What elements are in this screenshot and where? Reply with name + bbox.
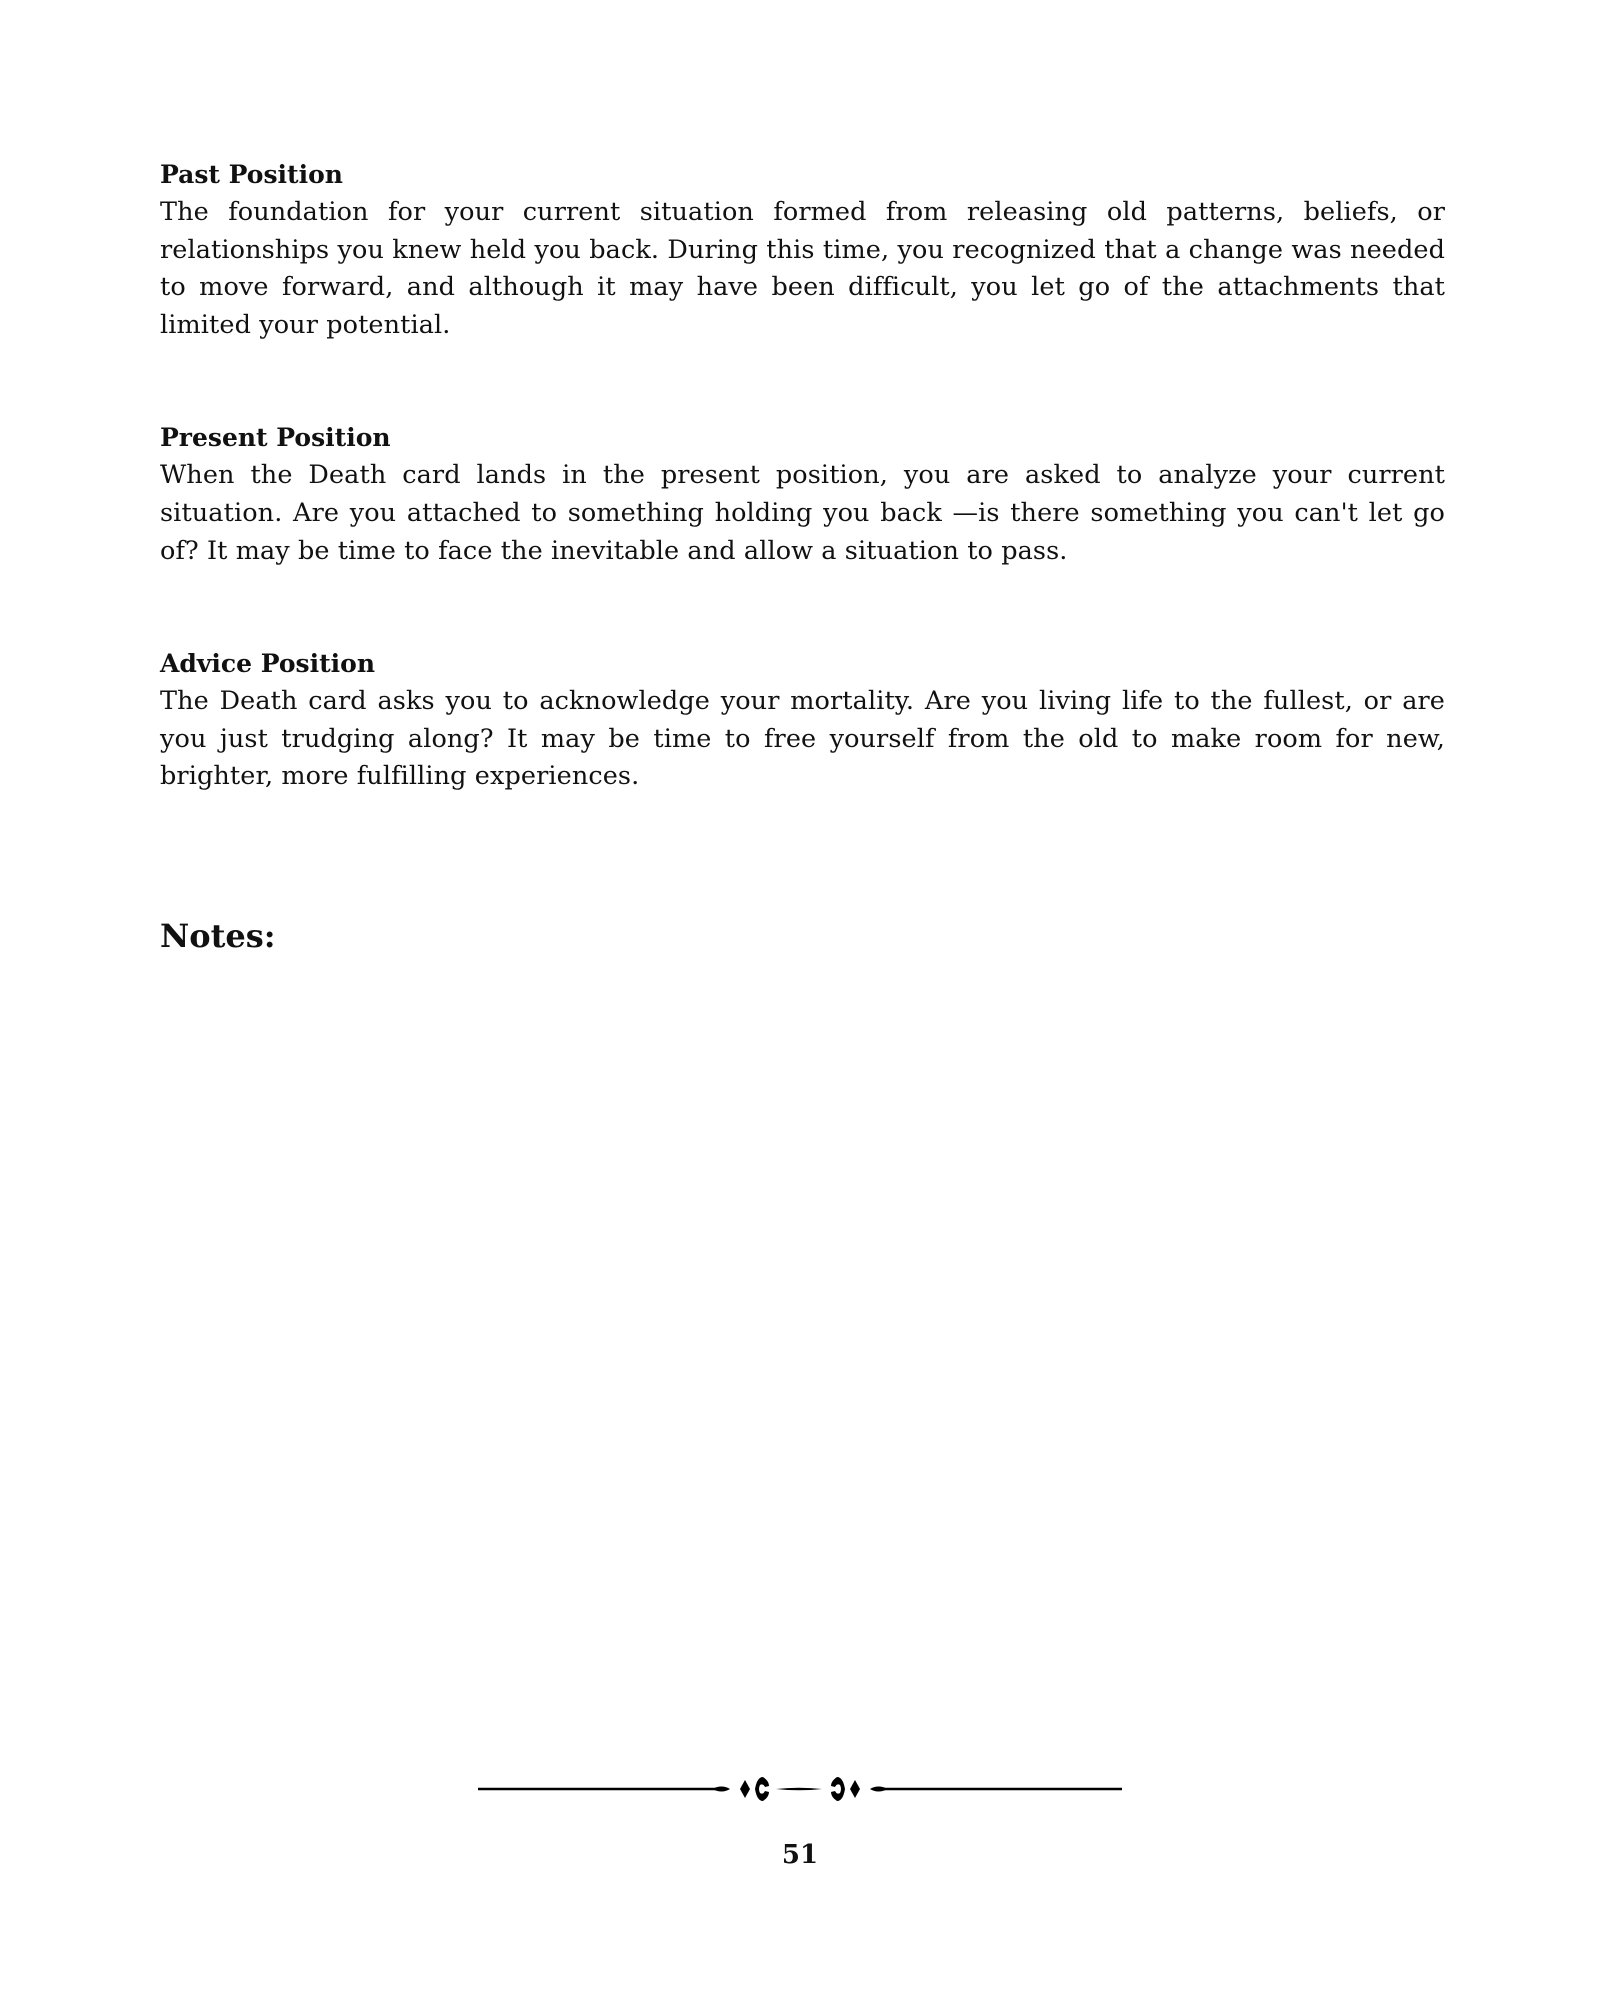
- section-heading: Past Position: [160, 160, 343, 189]
- section-heading: Present Position: [160, 423, 391, 453]
- section-body: The foundation for your current situation formed from releasing old patterns, beliefs, or relationships you knew held you back. During this time, you recognized that a change was needed to move forward, and although it may have been difficult, you let go of the attachments that limited your potential.: [160, 197, 1445, 340]
- section-body: The Death card asks you to acknowledge your mortality. Are you living life to the fullest, or are you just trudging along? It may be time to free yourself from the old to make room for new, brighter, more fulfilling experiences.: [160, 686, 1445, 792]
- advice-position-section: [160, 645, 1445, 796]
- present-position-section: [160, 419, 1445, 570]
- section-heading: Advice Position: [160, 649, 376, 679]
- decorative-divider-icon: [478, 1772, 1122, 1806]
- section-body: When the Death card lands in the present position, you are asked to analyze your current situation. Are you attached to something holding you back —is there something you can't let go of? It may be time to face the inevitable and allow a situation to pass.: [160, 460, 1445, 566]
- past-position-section: [160, 156, 1445, 344]
- page-content: [160, 156, 1445, 871]
- notes-heading: Notes:: [160, 917, 276, 955]
- page-number: 51: [781, 1840, 819, 1870]
